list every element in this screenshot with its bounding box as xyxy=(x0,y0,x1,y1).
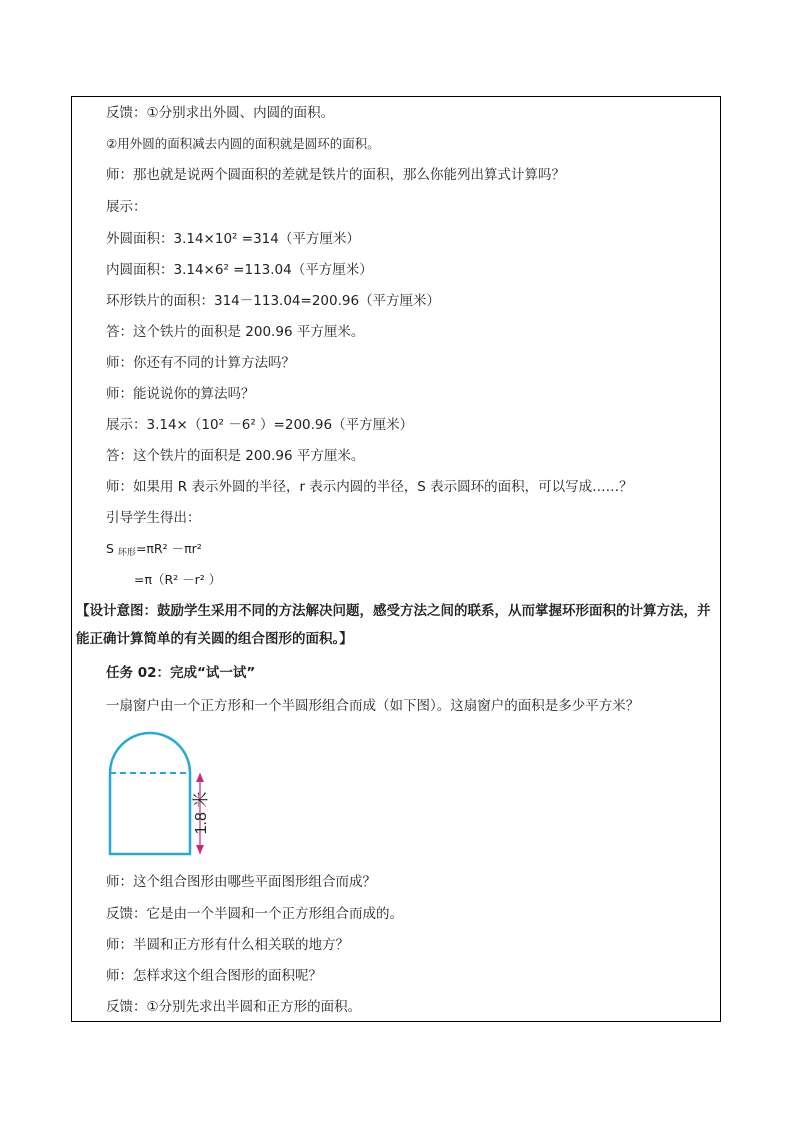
text-line: 答：这个铁片的面积是 200.96 平方厘米。 xyxy=(106,324,365,340)
text-line: 师：这个组合图形由哪些平面图形组合而成？ xyxy=(106,874,376,890)
formula-line xyxy=(106,540,202,562)
text-line: 反馈：它是由一个半圆和一个正方形组合而成的。 xyxy=(106,906,403,922)
formula-text: =πR² －πr² xyxy=(135,541,202,556)
text-line: 师：你还有不同的计算方法吗？ xyxy=(106,355,295,371)
text-line: 反馈：①分别先求出半圆和正方形的面积。 xyxy=(106,999,362,1015)
text-line: 反馈：①分别求出外圆、内圆的面积。 xyxy=(106,105,335,121)
text-line: 师：怎样求这个组合图形的面积呢？ xyxy=(106,968,322,984)
design-intent: 【设计意图：鼓励学生采用不同的方法解决问题，感受方法之间的联系，从而掌握环形面积的计算方法，并能正确计算简单的有关圆的组合图形的面积。】 xyxy=(76,603,711,647)
text-line: 答：这个铁片的面积是 200.96 平方厘米。 xyxy=(106,448,365,464)
text-line: 展示：3.14×（10² －6² ）=200.96（平方厘米） xyxy=(106,417,414,433)
text-line: 外圆面积：3.14×10² =314（平方厘米） xyxy=(106,231,360,247)
arrow-head-top xyxy=(196,773,204,782)
text-line: 师：能说说你的算法吗？ xyxy=(106,386,255,402)
window-figure xyxy=(100,726,220,861)
text-line: 引导学生得出： xyxy=(106,510,201,526)
text-line: 内圆面积：3.14×6² =113.04（平方厘米） xyxy=(106,262,373,278)
arrow-head-bottom xyxy=(196,845,204,854)
question-text: 一扇窗户由一个正方形和一个半圆形组合而成（如下图）。这扇窗户的面积是多少平方米？ xyxy=(106,698,640,714)
formula-line: =π（R² －r² ） xyxy=(134,572,222,587)
text-line: 展示： xyxy=(106,199,147,215)
formula-symbol: S xyxy=(106,541,114,556)
dimension-label: 1.8 米 xyxy=(193,791,210,835)
text-line: 师：那也就是说两个圆面积的差就是铁片的面积，那么你能列出算式计算吗？ xyxy=(106,167,565,183)
text-line: 师：如果用 R 表示外圆的半径，r 表示内圆的半径，S 表示圆环的面积，可以写成……？ xyxy=(106,479,633,495)
formula-subscript: 环形 xyxy=(117,548,136,558)
text-line: 环形铁片的面积：314－113.04=200.96（平方厘米） xyxy=(106,293,441,309)
window-outline xyxy=(110,733,190,854)
task-heading: 任务 02：完成“试一试” xyxy=(106,665,256,681)
text-line: 师：半圆和正方形有什么相关联的地方？ xyxy=(106,937,349,953)
text-line: ②用外圆的面积减去内圆的面积就是圆环的面积。 xyxy=(106,136,380,151)
